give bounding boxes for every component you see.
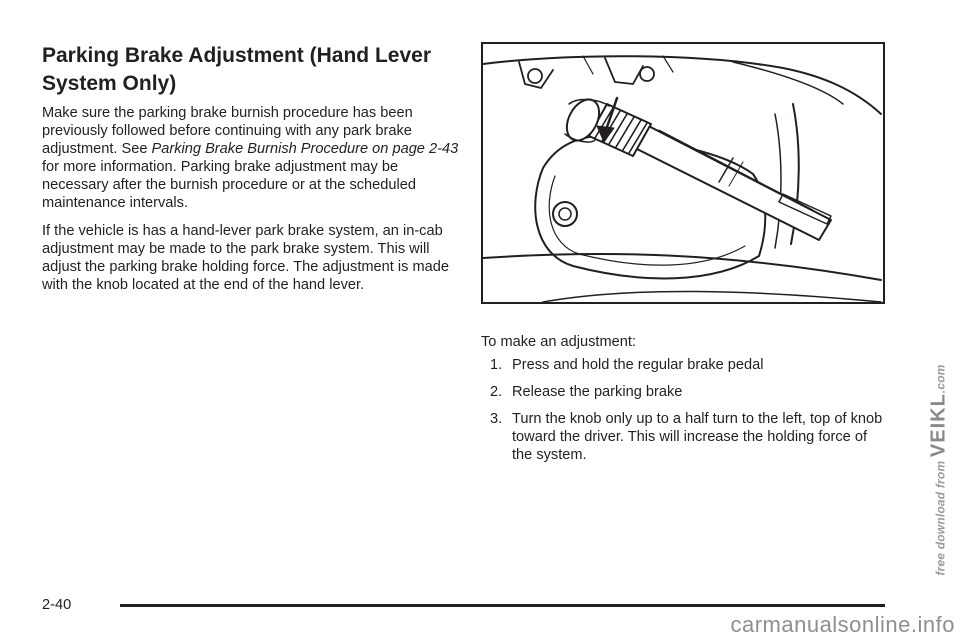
step-3 (490, 410, 890, 464)
adjustment-intro: To make an adjustment: (481, 334, 636, 350)
step-text: Release the parking brake (512, 384, 683, 400)
burnish-text-start: Make sure the parking brake burnish procedure has been previously followed before continuing with any park brake adjustment. See (42, 105, 413, 157)
veikl-watermark (922, 340, 956, 600)
step-number: 1. (490, 357, 503, 373)
section-title: Parking Brake Adjustment (Hand Lever System Only) (42, 44, 431, 95)
watermark-brand: VEIKL (927, 393, 950, 458)
watermark-prefix: free download from (933, 460, 948, 576)
burnish-text-end: for more information. Parking brake adjustment may be necessary after the burnish procedure or at the scheduled maintenance intervals. (42, 159, 416, 211)
step-number: 2. (490, 384, 503, 400)
step-text: Press and hold the regular brake pedal (512, 357, 764, 373)
step-text: Turn the knob only up to a half turn to the left, top of knob toward the driver. This will increase the holding force of the system. (512, 411, 883, 463)
step-1 (490, 356, 890, 374)
burnish-procedure-link[interactable]: Parking Brake Burnish Procedure on page 2-43 (151, 141, 459, 157)
hand-lever-illustration (481, 42, 885, 304)
watermark-suffix: .com (933, 364, 948, 394)
footer-rule (120, 604, 885, 607)
burnish-paragraph (42, 104, 462, 212)
step-2 (490, 383, 890, 401)
step-number: 3. (490, 411, 503, 427)
hand-lever-paragraph: If the vehicle is has a hand-lever park brake system, an in-cab adjustment may be made to the park brake system. This will adjust the parking brake holding force. The adjustment is made with the knob located at the end of the hand lever. (42, 223, 449, 293)
adjustment-steps (490, 356, 890, 473)
source-watermark-url: carmanualsonline.info (730, 612, 955, 637)
page-number: 2-40 (42, 597, 72, 613)
